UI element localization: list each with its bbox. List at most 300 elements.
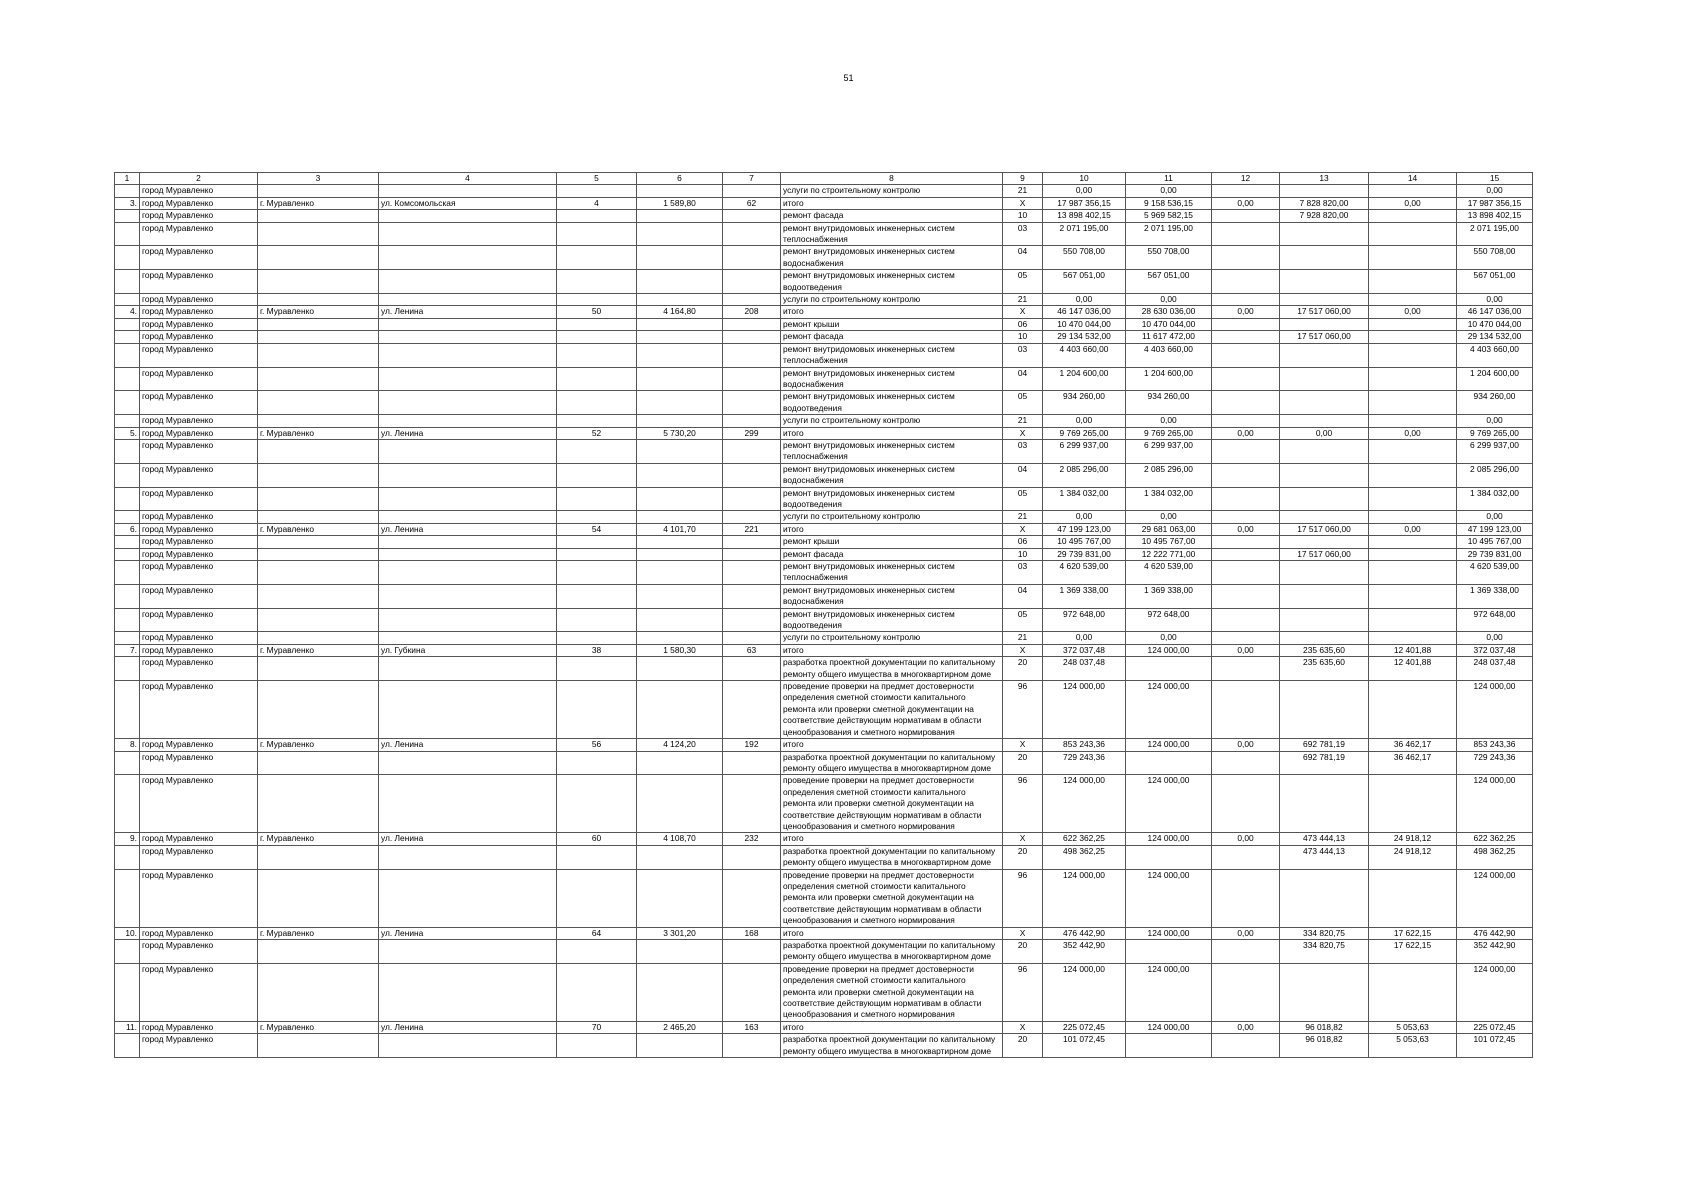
cell-municipality: город Муравленко <box>140 318 258 330</box>
cell-street: ул. Ленина <box>379 739 557 751</box>
cell-fund-cost: 124 000,00 <box>1126 775 1212 833</box>
cell-budget-cost: 0,00 <box>1212 306 1280 318</box>
cell-regional-cost: 17 517 060,00 <box>1280 331 1369 343</box>
cell-grand-total: 10 495 767,00 <box>1457 536 1533 548</box>
cell-residents: 192 <box>723 739 781 751</box>
cell-municipality: город Муравленко <box>140 739 258 751</box>
cell-grand-total: 2 085 296,00 <box>1457 463 1533 487</box>
cell-residents <box>723 294 781 306</box>
cell-regional-cost <box>1280 869 1369 927</box>
cell-street <box>379 270 557 294</box>
cell-regional-cost: 17 517 060,00 <box>1280 306 1369 318</box>
cell-residents <box>723 439 781 463</box>
cell-budget-cost <box>1212 210 1280 222</box>
cell-settlement <box>258 775 379 833</box>
cell-work-type: проведение проверки на предмет достоверности определения сметной стоимости капитального ремонта или проверки сметной документации на соответствие действующим нормативам в области ценообразования и сметного нормирования <box>781 869 1003 927</box>
cell-house-number: 64 <box>557 927 637 939</box>
cell-grand-total: 853 243,36 <box>1457 739 1533 751</box>
cell-residents <box>723 270 781 294</box>
cell-fund-cost: 124 000,00 <box>1126 869 1212 927</box>
cell-total-cost: 124 000,00 <box>1043 869 1126 927</box>
cell-area <box>637 845 723 869</box>
cell-settlement <box>258 561 379 585</box>
cell-budget-cost: 0,00 <box>1212 427 1280 439</box>
cell-residents <box>723 584 781 608</box>
cell-municipality: город Муравленко <box>140 210 258 222</box>
cell-work-type: итого <box>781 1021 1003 1033</box>
cell-work-type: ремонт внутридомовых инженерных систем водоотведения <box>781 487 1003 511</box>
cell-fund-cost: 0,00 <box>1126 294 1212 306</box>
cell-regional-cost <box>1280 584 1369 608</box>
cell-budget-cost <box>1212 1034 1280 1058</box>
cell-local-cost <box>1369 367 1457 391</box>
cell-street <box>379 487 557 511</box>
cell-total-cost: 0,00 <box>1043 294 1126 306</box>
cell-street <box>379 367 557 391</box>
cell-total-cost: 0,00 <box>1043 185 1126 197</box>
cell-work-type: ремонт фасада <box>781 331 1003 343</box>
cell-grand-total: 1 204 600,00 <box>1457 367 1533 391</box>
cell-municipality: город Муравленко <box>140 197 258 209</box>
cell-area: 4 124,20 <box>637 739 723 751</box>
cell-street: ул. Ленина <box>379 833 557 845</box>
cell-grand-total: 1 384 032,00 <box>1457 487 1533 511</box>
cell-area <box>637 1034 723 1058</box>
cell-local-cost <box>1369 561 1457 585</box>
cell-area <box>637 681 723 739</box>
cell-fund-cost: 28 630 036,00 <box>1126 306 1212 318</box>
cell-budget-cost <box>1212 536 1280 548</box>
cell-work-code: 04 <box>1003 367 1043 391</box>
cell-grand-total: 934 260,00 <box>1457 391 1533 415</box>
cell-fund-cost: 972 648,00 <box>1126 608 1212 632</box>
table-row <box>115 775 1533 833</box>
cell-residents <box>723 561 781 585</box>
cell-settlement: г. Муравленко <box>258 1021 379 1033</box>
cell-grand-total: 972 648,00 <box>1457 608 1533 632</box>
cell-local-cost <box>1369 391 1457 415</box>
table-row <box>115 222 1533 246</box>
cell-municipality: город Муравленко <box>140 511 258 523</box>
cell-regional-cost: 235 635,60 <box>1280 657 1369 681</box>
cell-municipality: город Муравленко <box>140 439 258 463</box>
cell-budget-cost <box>1212 681 1280 739</box>
cell-row-number <box>115 331 140 343</box>
cell-residents <box>723 463 781 487</box>
cell-settlement <box>258 439 379 463</box>
cell-street: ул. Ленина <box>379 1021 557 1033</box>
cell-residents <box>723 940 781 964</box>
cell-municipality: город Муравленко <box>140 487 258 511</box>
cell-budget-cost <box>1212 391 1280 415</box>
cell-fund-cost <box>1126 845 1212 869</box>
cell-street <box>379 963 557 1021</box>
cell-budget-cost <box>1212 963 1280 1021</box>
cell-grand-total: 124 000,00 <box>1457 963 1533 1021</box>
cell-settlement: г. Муравленко <box>258 523 379 535</box>
cell-total-cost: 476 442,90 <box>1043 927 1126 939</box>
cell-fund-cost: 567 051,00 <box>1126 270 1212 294</box>
cell-house-number <box>557 318 637 330</box>
cell-work-type: ремонт внутридомовых инженерных систем водоотведения <box>781 270 1003 294</box>
cell-local-cost <box>1369 331 1457 343</box>
cell-row-number <box>115 511 140 523</box>
cell-row-number <box>115 246 140 270</box>
cell-total-cost: 10 495 767,00 <box>1043 536 1126 548</box>
cell-grand-total: 124 000,00 <box>1457 681 1533 739</box>
cell-local-cost: 5 053,63 <box>1369 1021 1457 1033</box>
cell-regional-cost <box>1280 608 1369 632</box>
cell-work-code: 05 <box>1003 608 1043 632</box>
cell-area <box>637 511 723 523</box>
cell-work-type: услуги по строительному контролю <box>781 294 1003 306</box>
cell-street <box>379 331 557 343</box>
cell-house-number <box>557 657 637 681</box>
cell-local-cost: 24 918,12 <box>1369 833 1457 845</box>
cell-work-type: итого <box>781 523 1003 535</box>
table-row <box>115 869 1533 927</box>
cell-regional-cost <box>1280 439 1369 463</box>
cell-row-number <box>115 294 140 306</box>
cell-grand-total: 498 362,25 <box>1457 845 1533 869</box>
cell-fund-cost: 2 071 195,00 <box>1126 222 1212 246</box>
cell-work-type: услуги по строительному контролю <box>781 511 1003 523</box>
cell-total-cost: 934 260,00 <box>1043 391 1126 415</box>
cell-fund-cost: 29 681 063,00 <box>1126 523 1212 535</box>
cell-street <box>379 548 557 560</box>
cell-street <box>379 439 557 463</box>
cell-residents <box>723 318 781 330</box>
cell-fund-cost: 1 369 338,00 <box>1126 584 1212 608</box>
cell-municipality: город Муравленко <box>140 270 258 294</box>
cell-local-cost: 17 622,15 <box>1369 940 1457 964</box>
cell-work-type: ремонт внутридомовых инженерных систем теплоснабжения <box>781 561 1003 585</box>
table-row <box>115 536 1533 548</box>
cell-area <box>637 270 723 294</box>
cell-regional-cost <box>1280 632 1369 644</box>
cell-house-number: 60 <box>557 833 637 845</box>
cell-local-cost <box>1369 246 1457 270</box>
table-row <box>115 561 1533 585</box>
cell-settlement <box>258 632 379 644</box>
table-row <box>115 439 1533 463</box>
cell-grand-total: 729 243,36 <box>1457 751 1533 775</box>
cell-regional-cost: 334 820,75 <box>1280 927 1369 939</box>
cell-budget-cost <box>1212 318 1280 330</box>
cell-house-number <box>557 185 637 197</box>
cell-fund-cost: 124 000,00 <box>1126 681 1212 739</box>
cell-residents <box>723 1034 781 1058</box>
cell-house-number <box>557 940 637 964</box>
cell-row-number <box>115 751 140 775</box>
cell-budget-cost <box>1212 584 1280 608</box>
cell-settlement <box>258 415 379 427</box>
cell-work-code: X <box>1003 644 1043 656</box>
cell-settlement <box>258 681 379 739</box>
table-row <box>115 548 1533 560</box>
cell-local-cost <box>1369 608 1457 632</box>
cell-municipality: город Муравленко <box>140 343 258 367</box>
cell-local-cost <box>1369 487 1457 511</box>
cell-work-code: 96 <box>1003 775 1043 833</box>
cell-row-number <box>115 845 140 869</box>
cell-budget-cost <box>1212 367 1280 391</box>
cell-row-number: 7. <box>115 644 140 656</box>
cell-work-code: X <box>1003 523 1043 535</box>
cell-house-number <box>557 681 637 739</box>
cell-settlement <box>258 210 379 222</box>
cell-settlement <box>258 548 379 560</box>
cell-total-cost: 567 051,00 <box>1043 270 1126 294</box>
cell-regional-cost <box>1280 681 1369 739</box>
cell-residents: 299 <box>723 427 781 439</box>
cell-area <box>637 318 723 330</box>
cell-fund-cost: 550 708,00 <box>1126 246 1212 270</box>
cell-total-cost: 0,00 <box>1043 511 1126 523</box>
cell-budget-cost: 0,00 <box>1212 197 1280 209</box>
cell-work-type: разработка проектной документации по капитальному ремонту общего имущества в многоквартирном доме <box>781 1034 1003 1058</box>
cell-area: 4 108,70 <box>637 833 723 845</box>
cell-fund-cost: 124 000,00 <box>1126 739 1212 751</box>
cell-residents: 168 <box>723 927 781 939</box>
cell-fund-cost: 1 204 600,00 <box>1126 367 1212 391</box>
cell-regional-cost <box>1280 343 1369 367</box>
cell-work-code: X <box>1003 833 1043 845</box>
cell-area <box>637 331 723 343</box>
cell-house-number <box>557 463 637 487</box>
cell-residents <box>723 608 781 632</box>
cell-work-code: 03 <box>1003 561 1043 585</box>
cell-municipality: город Муравленко <box>140 681 258 739</box>
cell-grand-total: 0,00 <box>1457 185 1533 197</box>
cell-work-type: ремонт крыши <box>781 318 1003 330</box>
cell-total-cost: 13 898 402,15 <box>1043 210 1126 222</box>
cell-work-code: 03 <box>1003 343 1043 367</box>
table-row <box>115 963 1533 1021</box>
cell-regional-cost: 17 517 060,00 <box>1280 523 1369 535</box>
cell-total-cost: 622 362,25 <box>1043 833 1126 845</box>
cell-street <box>379 561 557 585</box>
cell-grand-total: 6 299 937,00 <box>1457 439 1533 463</box>
cell-house-number <box>557 869 637 927</box>
column-header-11: 11 <box>1126 173 1212 185</box>
cell-area <box>637 561 723 585</box>
cell-grand-total: 622 362,25 <box>1457 833 1533 845</box>
cell-budget-cost: 0,00 <box>1212 739 1280 751</box>
cell-residents <box>723 210 781 222</box>
table-row <box>115 608 1533 632</box>
cell-row-number: 5. <box>115 427 140 439</box>
table-row <box>115 657 1533 681</box>
cell-municipality: город Муравленко <box>140 523 258 535</box>
cell-fund-cost: 0,00 <box>1126 185 1212 197</box>
cell-work-code: 21 <box>1003 415 1043 427</box>
cell-work-code: 21 <box>1003 294 1043 306</box>
cell-work-type: итого <box>781 739 1003 751</box>
table-row <box>115 463 1533 487</box>
cell-grand-total: 1 369 338,00 <box>1457 584 1533 608</box>
cell-row-number <box>115 584 140 608</box>
cell-settlement <box>258 463 379 487</box>
table-row <box>115 270 1533 294</box>
cell-work-code: 06 <box>1003 536 1043 548</box>
cell-work-type: проведение проверки на предмет достоверности определения сметной стоимости капитального ремонта или проверки сметной документации на соответствие действующим нормативам в области ценообразования и сметного нормирования <box>781 963 1003 1021</box>
cell-municipality: город Муравленко <box>140 1021 258 1033</box>
cell-work-code: 10 <box>1003 548 1043 560</box>
cell-work-code: X <box>1003 1021 1043 1033</box>
table-row <box>115 331 1533 343</box>
cell-total-cost: 729 243,36 <box>1043 751 1126 775</box>
cell-street <box>379 210 557 222</box>
cell-work-code: 21 <box>1003 511 1043 523</box>
cell-work-code: 04 <box>1003 463 1043 487</box>
cell-grand-total: 0,00 <box>1457 415 1533 427</box>
cell-grand-total: 17 987 356,15 <box>1457 197 1533 209</box>
cell-row-number: 4. <box>115 306 140 318</box>
cell-regional-cost: 96 018,82 <box>1280 1021 1369 1033</box>
cell-total-cost: 352 442,90 <box>1043 940 1126 964</box>
cell-work-type: разработка проектной документации по капитальному ремонту общего имущества в многоквартирном доме <box>781 657 1003 681</box>
cell-work-type: ремонт внутридомовых инженерных систем теплоснабжения <box>781 222 1003 246</box>
cell-local-cost <box>1369 294 1457 306</box>
table-row <box>115 343 1533 367</box>
cell-municipality: город Муравленко <box>140 927 258 939</box>
cell-row-number <box>115 415 140 427</box>
cell-total-cost: 124 000,00 <box>1043 963 1126 1021</box>
cell-street <box>379 536 557 548</box>
cell-budget-cost <box>1212 331 1280 343</box>
cell-settlement <box>258 511 379 523</box>
cell-work-code: X <box>1003 306 1043 318</box>
cell-work-type: ремонт внутридомовых инженерных систем водоснабжения <box>781 367 1003 391</box>
cell-fund-cost: 5 969 582,15 <box>1126 210 1212 222</box>
cell-budget-cost <box>1212 940 1280 964</box>
cell-budget-cost <box>1212 270 1280 294</box>
cell-total-cost: 46 147 036,00 <box>1043 306 1126 318</box>
cell-work-type: итого <box>781 197 1003 209</box>
cell-regional-cost <box>1280 415 1369 427</box>
cell-house-number <box>557 775 637 833</box>
cell-residents <box>723 246 781 270</box>
cell-budget-cost <box>1212 294 1280 306</box>
cell-fund-cost: 2 085 296,00 <box>1126 463 1212 487</box>
cell-row-number <box>115 608 140 632</box>
column-header-4: 4 <box>379 173 557 185</box>
cell-local-cost <box>1369 536 1457 548</box>
cell-budget-cost <box>1212 511 1280 523</box>
cell-regional-cost: 96 018,82 <box>1280 1034 1369 1058</box>
cell-regional-cost <box>1280 487 1369 511</box>
cell-budget-cost <box>1212 246 1280 270</box>
cell-area <box>637 439 723 463</box>
cell-row-number <box>115 963 140 1021</box>
cell-work-code: X <box>1003 197 1043 209</box>
cell-house-number: 4 <box>557 197 637 209</box>
cell-work-code: 21 <box>1003 185 1043 197</box>
cell-house-number <box>557 536 637 548</box>
cell-settlement <box>258 487 379 511</box>
cell-local-cost <box>1369 222 1457 246</box>
cell-fund-cost: 124 000,00 <box>1126 927 1212 939</box>
cell-settlement <box>258 845 379 869</box>
cell-row-number: 11. <box>115 1021 140 1033</box>
table-row <box>115 210 1533 222</box>
cell-settlement <box>258 608 379 632</box>
cell-grand-total: 101 072,45 <box>1457 1034 1533 1058</box>
cell-municipality: город Муравленко <box>140 833 258 845</box>
cell-house-number <box>557 608 637 632</box>
cell-total-cost: 29 134 532,00 <box>1043 331 1126 343</box>
cell-area: 2 465,20 <box>637 1021 723 1033</box>
cell-settlement <box>258 584 379 608</box>
cell-grand-total: 372 037,48 <box>1457 644 1533 656</box>
cell-grand-total: 46 147 036,00 <box>1457 306 1533 318</box>
cell-total-cost: 17 987 356,15 <box>1043 197 1126 209</box>
column-header-13: 13 <box>1280 173 1369 185</box>
cell-row-number <box>115 548 140 560</box>
cell-area <box>637 775 723 833</box>
cell-residents: 63 <box>723 644 781 656</box>
table-row <box>115 511 1533 523</box>
cell-residents <box>723 775 781 833</box>
cell-work-code: 20 <box>1003 940 1043 964</box>
cell-grand-total: 476 442,90 <box>1457 927 1533 939</box>
cell-grand-total: 0,00 <box>1457 294 1533 306</box>
cell-row-number <box>115 391 140 415</box>
cell-municipality: город Муравленко <box>140 391 258 415</box>
cell-grand-total: 0,00 <box>1457 632 1533 644</box>
cell-grand-total: 29 134 532,00 <box>1457 331 1533 343</box>
cell-street: ул. Комсомольская <box>379 197 557 209</box>
cell-grand-total: 550 708,00 <box>1457 246 1533 270</box>
cell-regional-cost <box>1280 963 1369 1021</box>
cell-municipality: город Муравленко <box>140 963 258 1021</box>
cell-total-cost: 853 243,36 <box>1043 739 1126 751</box>
cell-row-number <box>115 632 140 644</box>
cell-regional-cost <box>1280 318 1369 330</box>
cell-fund-cost: 1 384 032,00 <box>1126 487 1212 511</box>
cell-fund-cost <box>1126 751 1212 775</box>
column-header-12: 12 <box>1212 173 1280 185</box>
cell-municipality: город Муравленко <box>140 415 258 427</box>
table-row <box>115 1034 1533 1058</box>
cell-fund-cost: 124 000,00 <box>1126 833 1212 845</box>
cell-grand-total: 10 470 044,00 <box>1457 318 1533 330</box>
cell-area: 1 580,30 <box>637 644 723 656</box>
cell-work-code: 06 <box>1003 318 1043 330</box>
cell-work-code: 04 <box>1003 584 1043 608</box>
cell-area: 4 101,70 <box>637 523 723 535</box>
cell-grand-total: 0,00 <box>1457 511 1533 523</box>
table-row <box>115 197 1533 209</box>
cell-street <box>379 222 557 246</box>
cell-row-number: 3. <box>115 197 140 209</box>
cell-area <box>637 869 723 927</box>
cell-row-number <box>115 270 140 294</box>
cell-row-number <box>115 681 140 739</box>
cell-residents <box>723 845 781 869</box>
cell-regional-cost <box>1280 246 1369 270</box>
cell-street: ул. Ленина <box>379 427 557 439</box>
cell-local-cost <box>1369 511 1457 523</box>
cell-fund-cost: 4 403 660,00 <box>1126 343 1212 367</box>
cell-street <box>379 845 557 869</box>
cell-work-type: ремонт внутридомовых инженерных систем водоотведения <box>781 608 1003 632</box>
cell-house-number: 54 <box>557 523 637 535</box>
cell-budget-cost <box>1212 463 1280 487</box>
cell-local-cost <box>1369 185 1457 197</box>
cell-street <box>379 940 557 964</box>
